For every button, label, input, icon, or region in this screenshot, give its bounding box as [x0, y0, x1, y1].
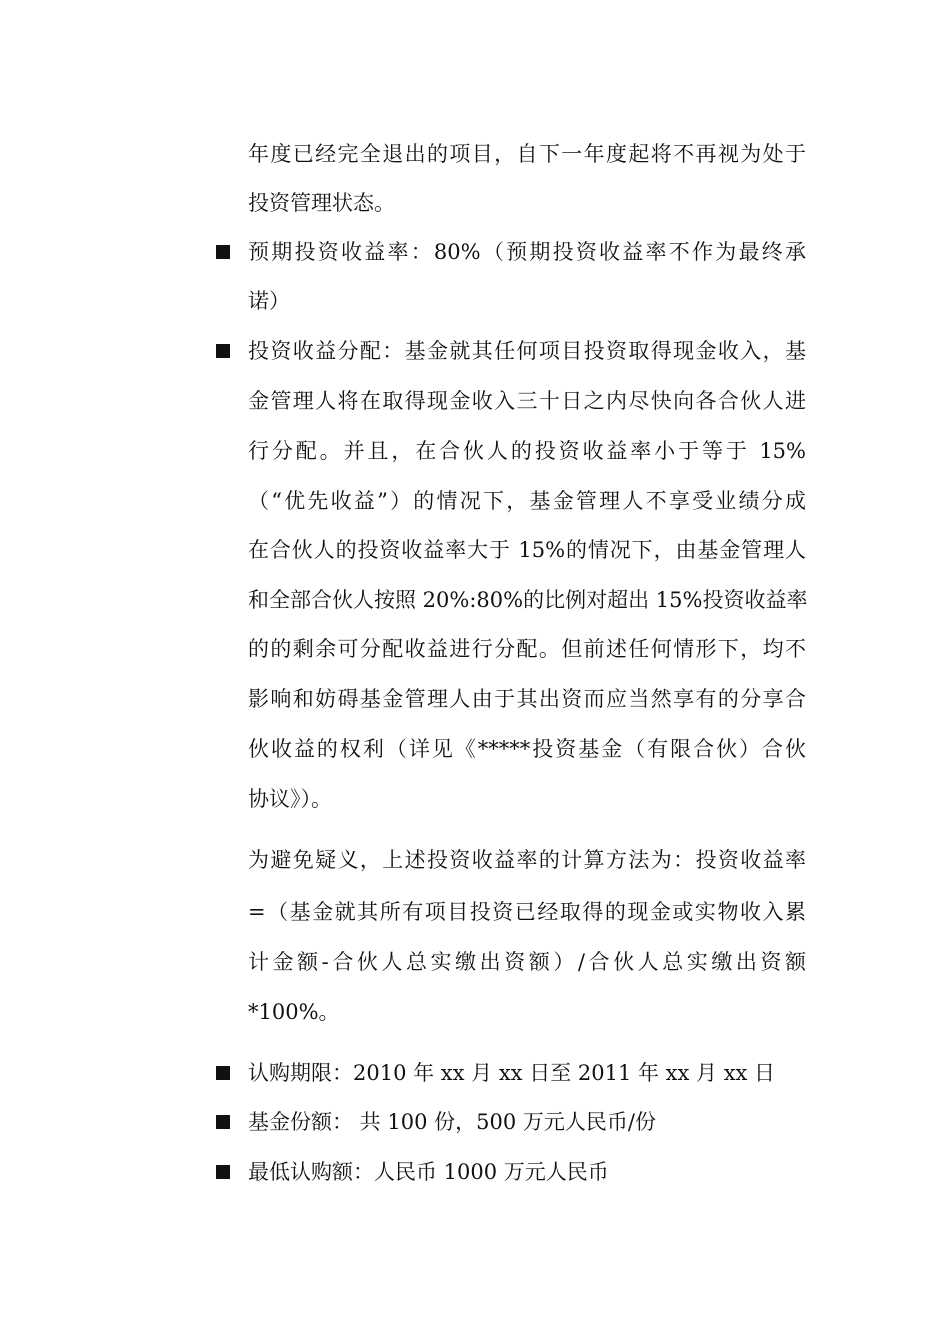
bullet-item-text: 诺） [248, 289, 290, 313]
bullet-square-icon [216, 1165, 230, 1179]
note-text: *100%。 [248, 1000, 340, 1024]
bullet-item-line [248, 237, 806, 267]
bullet-item-line [248, 1157, 609, 1187]
paragraph-line [248, 188, 395, 218]
bullet-item-line [248, 535, 806, 565]
note-text: 计金额-合伙人总实缴出资额）/合伙人总实缴出资额 [248, 950, 806, 974]
bullet-square-icon [216, 245, 230, 259]
bullet-item-text: 协议》）。 [248, 787, 332, 811]
bullet-item-line [248, 734, 806, 764]
bullet-square-icon [216, 344, 230, 358]
note-line [248, 947, 806, 977]
bullet-item-line [248, 1107, 656, 1137]
paragraph-text: 年度已经完全退出的项目，自下一年度起将不再视为处于 [248, 142, 806, 166]
bullet-item-text: 投资收益分配：基金就其任何项目投资取得现金收入，基 [248, 339, 806, 363]
note-line [248, 845, 806, 875]
bullet-item-text: 伙收益的权利（详见《*****投资基金（有限合伙）合伙 [248, 737, 806, 761]
bullet-item-text: 和全部合伙人按照 20%:80%的比例对超出 15%投资收益率 [248, 588, 808, 612]
bullet-item-line [248, 634, 806, 664]
bullet-item-line [248, 286, 290, 316]
bullet-item-line [248, 336, 806, 366]
bullet-item-line [248, 436, 806, 466]
bullet-item-text: 在合伙人的投资收益率大于 15%的情况下，由基金管理人 [248, 538, 806, 562]
bullet-item-line [248, 784, 332, 814]
bullet-item-text: 预期投资收益率：80%（预期投资收益率不作为最终承 [248, 240, 806, 264]
note-line [248, 897, 806, 927]
paragraph-line [248, 139, 806, 169]
bullet-item-line [248, 386, 806, 416]
fund-shares-text: 基金份额： 共 100 份，500 万元人民币/份 [248, 1110, 656, 1134]
bullet-item-line [248, 585, 806, 615]
bullet-item-line [248, 486, 806, 516]
bullet-square-icon [216, 1066, 230, 1080]
bullet-item-text: 金管理人将在取得现金收入三十日之内尽快向各合伙人进 [248, 389, 806, 413]
bullet-item-line [248, 684, 806, 714]
bullet-item-text: 影响和妨碍基金管理人由于其出资而应当然享有的分享合 [248, 687, 806, 711]
note-text: 为避免疑义，上述投资收益率的计算方法为：投资收益率 [248, 848, 806, 872]
bullet-item-text: （“优先收益”）的情况下，基金管理人不享受业绩分成 [248, 489, 806, 513]
note-text: =（基金就其所有项目投资已经取得的现金或实物收入累 [248, 900, 806, 924]
bullet-item-text: 行分配。并且，在合伙人的投资收益率小于等于 15% [248, 439, 806, 463]
bullet-square-icon [216, 1115, 230, 1129]
note-line [248, 997, 340, 1027]
bullet-item-line [248, 1058, 775, 1088]
paragraph-text: 投资管理状态。 [248, 191, 395, 215]
bullet-item-text: 的的剩余可分配收益进行分配。但前述任何情形下，均不 [248, 637, 806, 661]
subscription-period-text: 认购期限：2010 年 xx 月 xx 日至 2011 年 xx 月 xx 日 [248, 1061, 776, 1085]
minimum-subscription-text: 最低认购额：人民币 1000 万元人民币 [248, 1160, 609, 1184]
